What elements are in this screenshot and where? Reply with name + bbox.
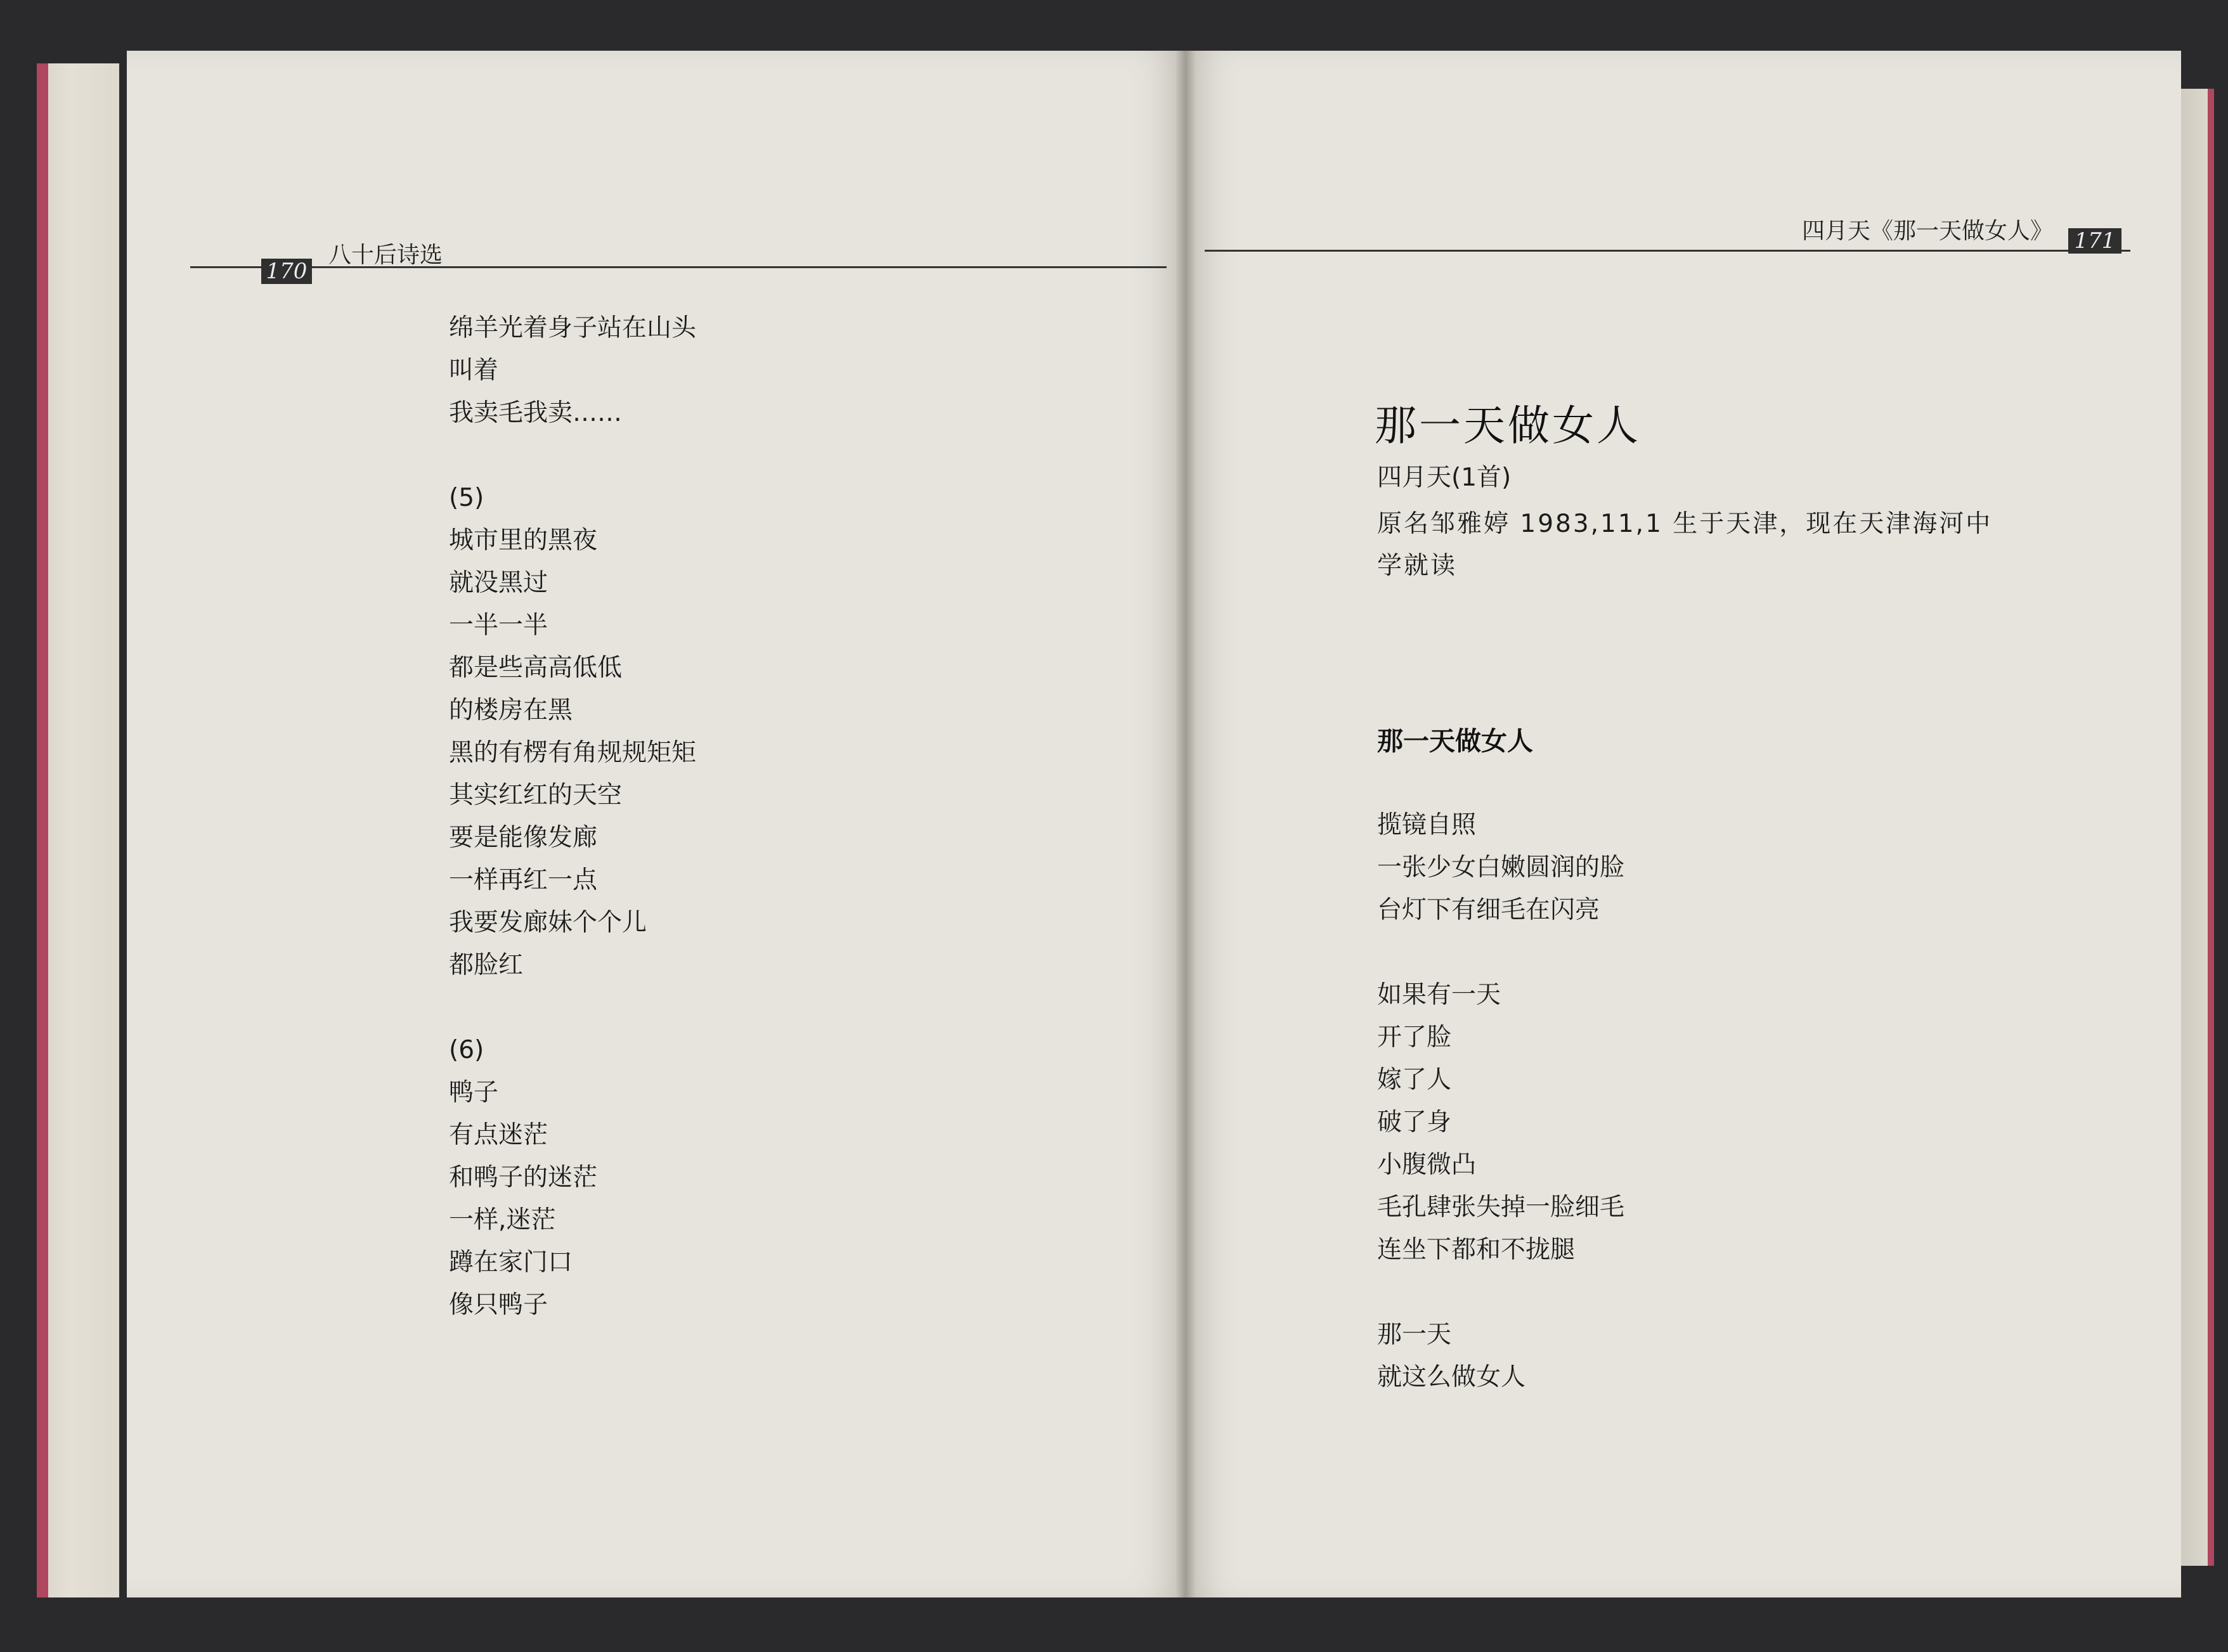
poem-line bbox=[449, 434, 696, 477]
poem-line: 一半一半 bbox=[449, 611, 548, 640]
poem-line: 要是能像发廊 bbox=[449, 823, 598, 852]
poem-line: 揽镜自照 bbox=[1377, 811, 1477, 839]
poem-line: 鸭子 bbox=[449, 1078, 499, 1107]
poem-line bbox=[1377, 931, 1624, 974]
poem-line: 小腹微凸 bbox=[1377, 1151, 1477, 1179]
right-running-header: 四月天《那一天做女人》 bbox=[1802, 218, 2054, 244]
left-page-number: 170 bbox=[261, 259, 312, 284]
poem-line: 和鸭子的迷茫 bbox=[449, 1163, 598, 1192]
section-title: 那一天做女人 bbox=[1375, 401, 1641, 450]
poem-line: 如果有一天 bbox=[1377, 981, 1501, 1009]
left-running-header: 八十后诗选 bbox=[328, 242, 443, 268]
poem-line: 毛孔肆张失掉一脸细毛 bbox=[1377, 1193, 1625, 1222]
poem-title: 那一天做女人 bbox=[1377, 726, 1533, 756]
poem-line: 有点迷茫 bbox=[449, 1121, 548, 1149]
poem-line: 黑的有楞有角规规矩矩 bbox=[449, 739, 697, 767]
book-gutter bbox=[1176, 51, 1195, 1597]
right-page bbox=[1192, 51, 2181, 1597]
author-bio: 原名邹雅婷 1983,11,1 生于天津，现在天津海河中学就读 bbox=[1377, 510, 1993, 580]
poem-line: 叫着 bbox=[449, 356, 499, 385]
poem-line: 城市里的黑夜 bbox=[449, 526, 598, 555]
book-page-stack-left bbox=[37, 63, 119, 1597]
poem-line: 开了脸 bbox=[1377, 1023, 1452, 1052]
poem-line: 像只鸭子 bbox=[449, 1291, 548, 1319]
author-line: 四月天(1首) bbox=[1377, 463, 1512, 492]
poem-line: (6) bbox=[449, 1036, 484, 1064]
poem-line: 连坐下都和不拢腿 bbox=[1377, 1236, 1576, 1264]
poem-line: 破了身 bbox=[1377, 1108, 1452, 1137]
right-header-rule bbox=[1205, 250, 2130, 252]
poem-line: 蹲在家门口 bbox=[449, 1248, 573, 1277]
poem-line: 绵羊光着身子站在山头 bbox=[449, 314, 697, 342]
poem-line: 的楼房在黑 bbox=[449, 696, 573, 725]
left-poem bbox=[449, 307, 696, 1326]
poem-line: 就这么做女人 bbox=[1377, 1363, 1526, 1391]
poem-line: 其实红红的天空 bbox=[449, 781, 623, 810]
poem-line: 一张少女白嫩圆润的脸 bbox=[1377, 853, 1625, 882]
poem-line: 就没黑过 bbox=[449, 569, 548, 597]
right-poem bbox=[1377, 804, 1624, 1398]
poem-line: 台灯下有细毛在闪亮 bbox=[1377, 896, 1600, 924]
poem-line: 我要发廊妹个个儿 bbox=[449, 908, 647, 937]
poem-line: (5) bbox=[449, 484, 484, 512]
poem-line: 一样,迷茫 bbox=[449, 1206, 556, 1234]
poem-line: 我卖毛我卖…… bbox=[449, 399, 623, 427]
poem-line: 嫁了人 bbox=[1377, 1066, 1452, 1094]
poem-line: 都脸红 bbox=[449, 951, 524, 979]
right-page-number: 171 bbox=[2068, 228, 2121, 254]
book-page-stack-right bbox=[2181, 89, 2209, 1566]
poem-line: 那一天 bbox=[1377, 1320, 1452, 1349]
poem-line bbox=[1377, 1271, 1624, 1313]
poem-line: 一样再红一点 bbox=[449, 866, 598, 894]
poem-line: 都是些高高低低 bbox=[449, 654, 623, 682]
poem-line bbox=[449, 986, 696, 1029]
